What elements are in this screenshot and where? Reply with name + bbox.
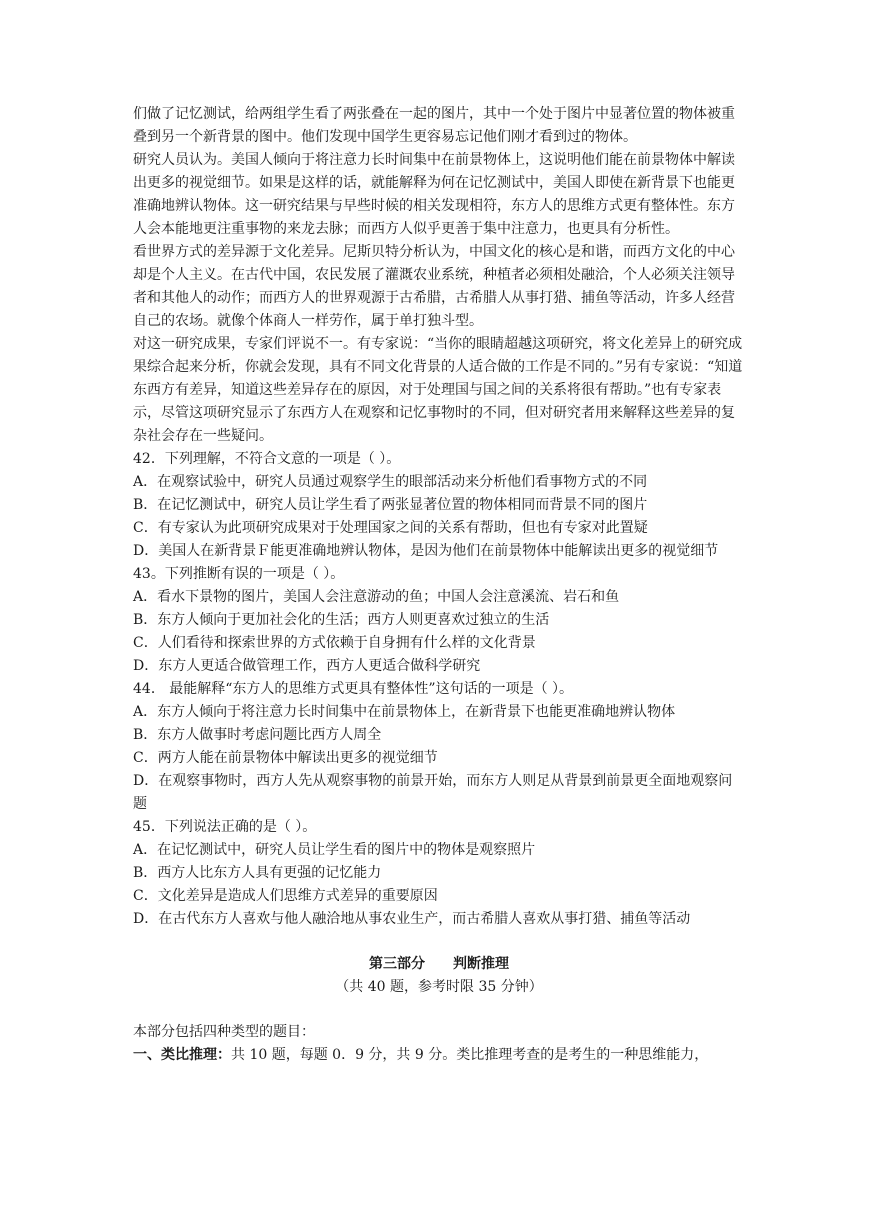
passage-paragraph-1: 们做了记忆测试，给两组学生看了两张叠在一起的图片，其中一个处于图片中显著位置的物体被重叠到另一个新背景的图中。他们发现中国学生更容易忘记他们刚才看到过的物体。 [133, 106, 735, 145]
section-item-1 [133, 1044, 745, 1067]
question-44-option-b: B．东方人做事时考虑问题比西方人周全 [133, 727, 382, 743]
question-42-stem: 42．下列理解，不符合文意的一项是（ ）。 [133, 451, 401, 467]
question-43-stem: 43。下列推断有误的一项是（ ）。 [133, 566, 345, 582]
question-42-option-b: B．在记忆测试中，研究人员让学生看了两张显著位置的物体相同而背景不同的图片 [133, 497, 648, 513]
section-intro: 本部分包括四种类型的题目： [133, 1024, 315, 1040]
question-43-option-c: C．人们看待和探索世界的方式依赖于自身拥有什么样的文化背景 [133, 635, 536, 651]
question-43-option-d: D．东方人更适合做管理工作，西方人更适合做科学研究 [133, 658, 481, 674]
question-45-option-a: A．在记忆测试中，研究人员让学生看的图片中的物体是观察照片 [133, 842, 536, 858]
question-45-stem: 45．下列说法正确的是（ ）。 [133, 819, 317, 835]
passage-paragraph-2: 研究人员认为。美国人倾向于将注意力长时间集中在前景物体上，这说明他们能在前景物体中解读出更多的视觉细节。如果是这样的话，就能解释为何在记忆测试中，美国人即使在新背景下也能更准确地辨认物体。这一研究结果与早些时候的相关发现相符，东方人的思维方式更有整体性。东方人会本能地更注重事物的来龙去脉；而西方人似乎更善于集中注意力，也更具有分析性。 [133, 152, 735, 237]
passage-paragraph-4: 对这一研究成果，专家们评说不一。有专家说：“当你的眼睛超越这项研究，将文化差异上的研究成果综合起来分析，你就会发现，具有不同文化背景的人适合做的工作是不同的。”另有专家说：“知道东西方有差异，知道这些差异存在的原因，对于处理国与国之间的关系将很有帮助。”也有专家表示，尽管这项研究显示了东西方人在观察和记忆事物时的不同，但对研究者用来解释这些差异的复杂社会存在一些疑问。 [133, 336, 743, 444]
passage-paragraph-3: 看世界方式的差异源于文化差异。尼斯贝特分析认为，中国文化的核心是和谐，而西方文化的中心却是个人主义。在古代中国，农民发展了灌溉农业系统，种植者必须相处融洽，个人必须关注领导者和其他人的动作；而西方人的世界观源于古希腊，古希腊人从事打猎、捕鱼等活动，许多人经营自己的农场。就像个体商人一样劳作，属于单打独斗型。 [133, 244, 735, 329]
question-45-option-d: D．在古代东方人喜欢与他人融洽地从事农业生产，而古希腊人喜欢从事打猎、捕鱼等活动 [133, 911, 691, 927]
section-item-1-text: 共 10 题，每题 0．9 分，共 9 分。类比推理考查的是考生的一种思维能力， [231, 1047, 709, 1063]
section-spacer [133, 931, 745, 953]
section-item-1-label: 一、类比推理： [133, 1047, 231, 1063]
question-45-option-c: C．文化差异是造成人们思维方式差异的重要原因 [133, 888, 438, 904]
question-42-option-d: D．美国人在新背景Ｆ能更准确地辨认物体，是因为他们在前景物体中能解读出更多的视觉细节 [133, 543, 719, 559]
question-44-option-c: C．两方人能在前景物体中解读出更多的视觉细节 [133, 750, 438, 766]
question-44-stem: 44． 最能解释“东方人的思维方式更具有整体性”这句话的一项是（ ）。 [133, 681, 574, 697]
section-title: 第三部分 判断推理 [369, 956, 509, 972]
question-43-option-a: A．看水下景物的图片，美国人会注意游动的鱼；中国人会注意溪流、岩石和鱼 [133, 589, 620, 605]
intro-spacer [133, 999, 745, 1021]
question-42-option-c: C．有专家认为此项研究成果对于处理国家之间的关系有帮助，但也有专家对此置疑 [133, 520, 648, 536]
question-45-option-b: B．西方人比东方人具有更强的记忆能力 [133, 865, 382, 881]
question-44-option-a: A．东方人倾向于将注意力长时间集中在前景物体上，在新背景下也能更准确地辨认物体 [133, 704, 676, 720]
question-42-option-a: A．在观察试验中，研究人员通过观察学生的眼部活动来分析他们看事物方式的不同 [133, 474, 648, 490]
question-44-option-d: D．在观察事物时，西方人先从观察事物的前景开始，而东方人则足从背景到前景更全面地观察问题 [133, 773, 733, 812]
document-content [133, 103, 745, 1067]
section-subtitle: （共 40 题，参考时限 35 分钟） [335, 979, 543, 995]
question-43-option-b: B．东方人倾向于更加社会化的生活；西方人则更喜欢过独立的生活 [133, 612, 550, 628]
